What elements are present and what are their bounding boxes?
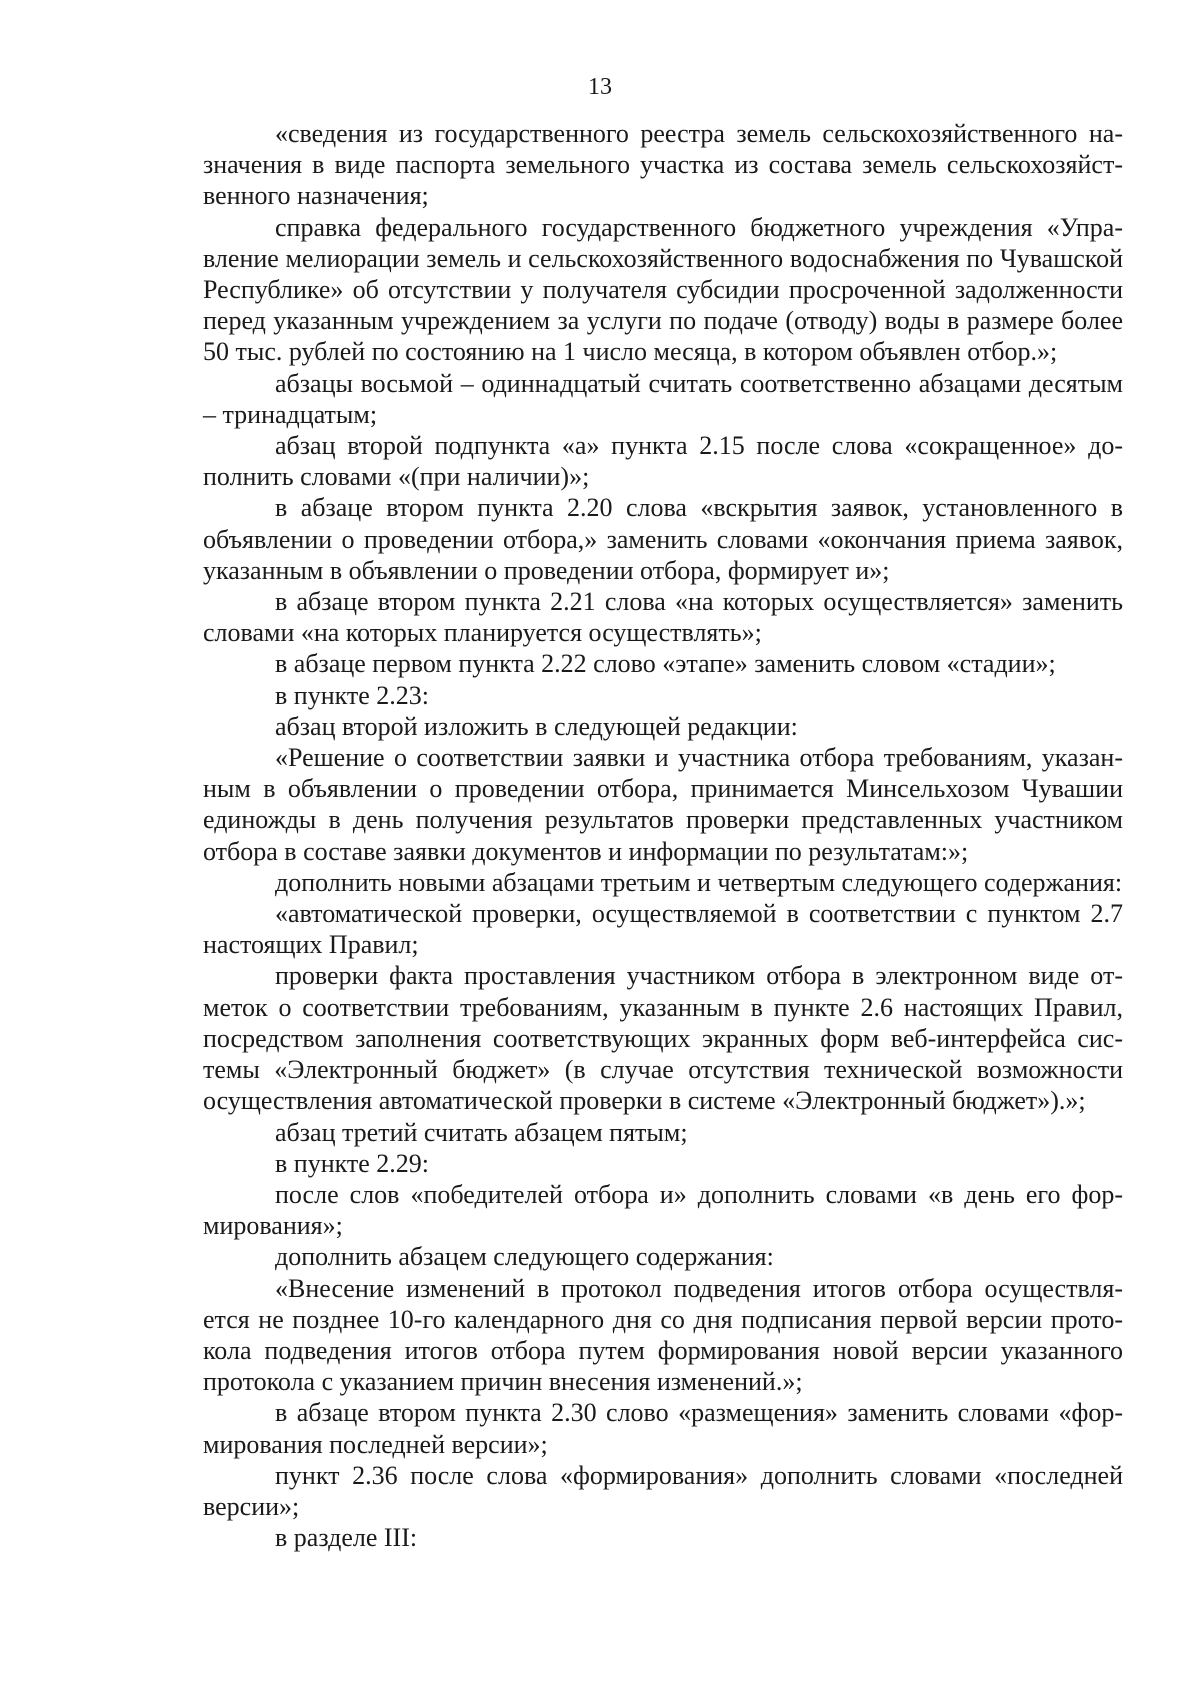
paragraph: абзац третий считать абзацем пятым;	[275, 1117, 688, 1147]
paragraph: абзац второй подпункта «а» пункта 2.15 после слова «сокращенное» дополнить словами «(при наличии)»;	[203, 431, 1123, 492]
paragraph: справка федерального государственного бюджетного учреждения «Управление мелиорации земель и сельскохозяйственного водоснабжения по Чувашской Республике» об отсутствии у получателя субсидии просроченной задолженности перед указанным учреждением за услуги по подаче (отводу) воды в размере более 50 тыс. рублей по состоянию на 1 число месяца, в котором объявлен отбор.»;	[203, 212, 1123, 367]
paragraph: пункт 2.36 после слова «формирования» дополнить словами «последней версии»;	[203, 1460, 1123, 1521]
paragraph: «автоматической проверки, осуществляемой в соответствии с пунктом 2.7 настоящих Правил;	[203, 899, 1123, 960]
page-number: 13	[588, 74, 612, 100]
paragraph: дополнить новыми абзацами третьим и четвертым следующего содержания:	[275, 867, 1123, 897]
paragraph: в абзаце втором пункта 2.30 слово «размещения» заменить словами «формирования последней версии»;	[203, 1398, 1123, 1459]
paragraph: в разделе III:	[275, 1523, 418, 1553]
paragraph: «Внесение изменений в протокол подведения итогов отбора осуществляется не позднее 10-го календарного дня со дня подписания первой версии протокола подведения итогов отбора путем формирования новой версии указанного протокола с указанием причин внесения изменений.»;	[203, 1273, 1123, 1397]
paragraph: в абзаце втором пункта 2.21 слова «на которых осуществляется» заменить словами «на которых планируется осуществлять»;	[203, 587, 1123, 648]
paragraph: «Решение о соответствии заявки и участника отбора требованиям, указанным в объявлении о проведении отбора, принимается Минсельхозом Чувашии единожды в день получения результатов проверки представленных участником отбора в составе заявки документов и информации по результатам:»;	[203, 743, 1123, 866]
document-body	[203, 118, 1123, 1553]
paragraph: абзацы восьмой – одиннадцатый считать соответственно абзацами десятым – тринадцатым;	[203, 368, 1123, 429]
paragraph: проверки факта проставления участником отбора в электронном виде отметок о соответствии требованиям, указанным в пункте 2.6 настоящих Правил, посредством заполнения соответствующих экранных форм веб-интерфейса системы «Электронный бюджет» (в случае отсутствия технической возможности осуществления автоматической проверки в системе «Электронный бюджет»).»;	[203, 961, 1123, 1116]
paragraph: в абзаце втором пункта 2.20 слова «вскрытия заявок, установленного в объявлении о проведении отбора,» заменить словами «окончания приема заявок, указанным в объявлении о проведении отбора, формирует и»;	[203, 493, 1123, 585]
paragraph: в абзаце первом пункта 2.22 слово «этапе» заменить словом «стадии»;	[275, 649, 1056, 679]
paragraph: в пункте 2.29:	[275, 1148, 430, 1178]
paragraph: абзац второй изложить в следующей редакции:	[275, 711, 798, 741]
paragraph: «сведения из государственного реестра земель сельскохозяйственного назначения в виде паспорта земельного участка из состава земель сельскохозяйственного назначения;	[203, 119, 1123, 211]
paragraph: после слов «победителей отбора и» дополнить словами «в день его формирования»;	[203, 1179, 1123, 1241]
paragraph: дополнить абзацем следующего содержания:	[275, 1242, 774, 1272]
paragraph: в пункте 2.23:	[275, 680, 430, 710]
